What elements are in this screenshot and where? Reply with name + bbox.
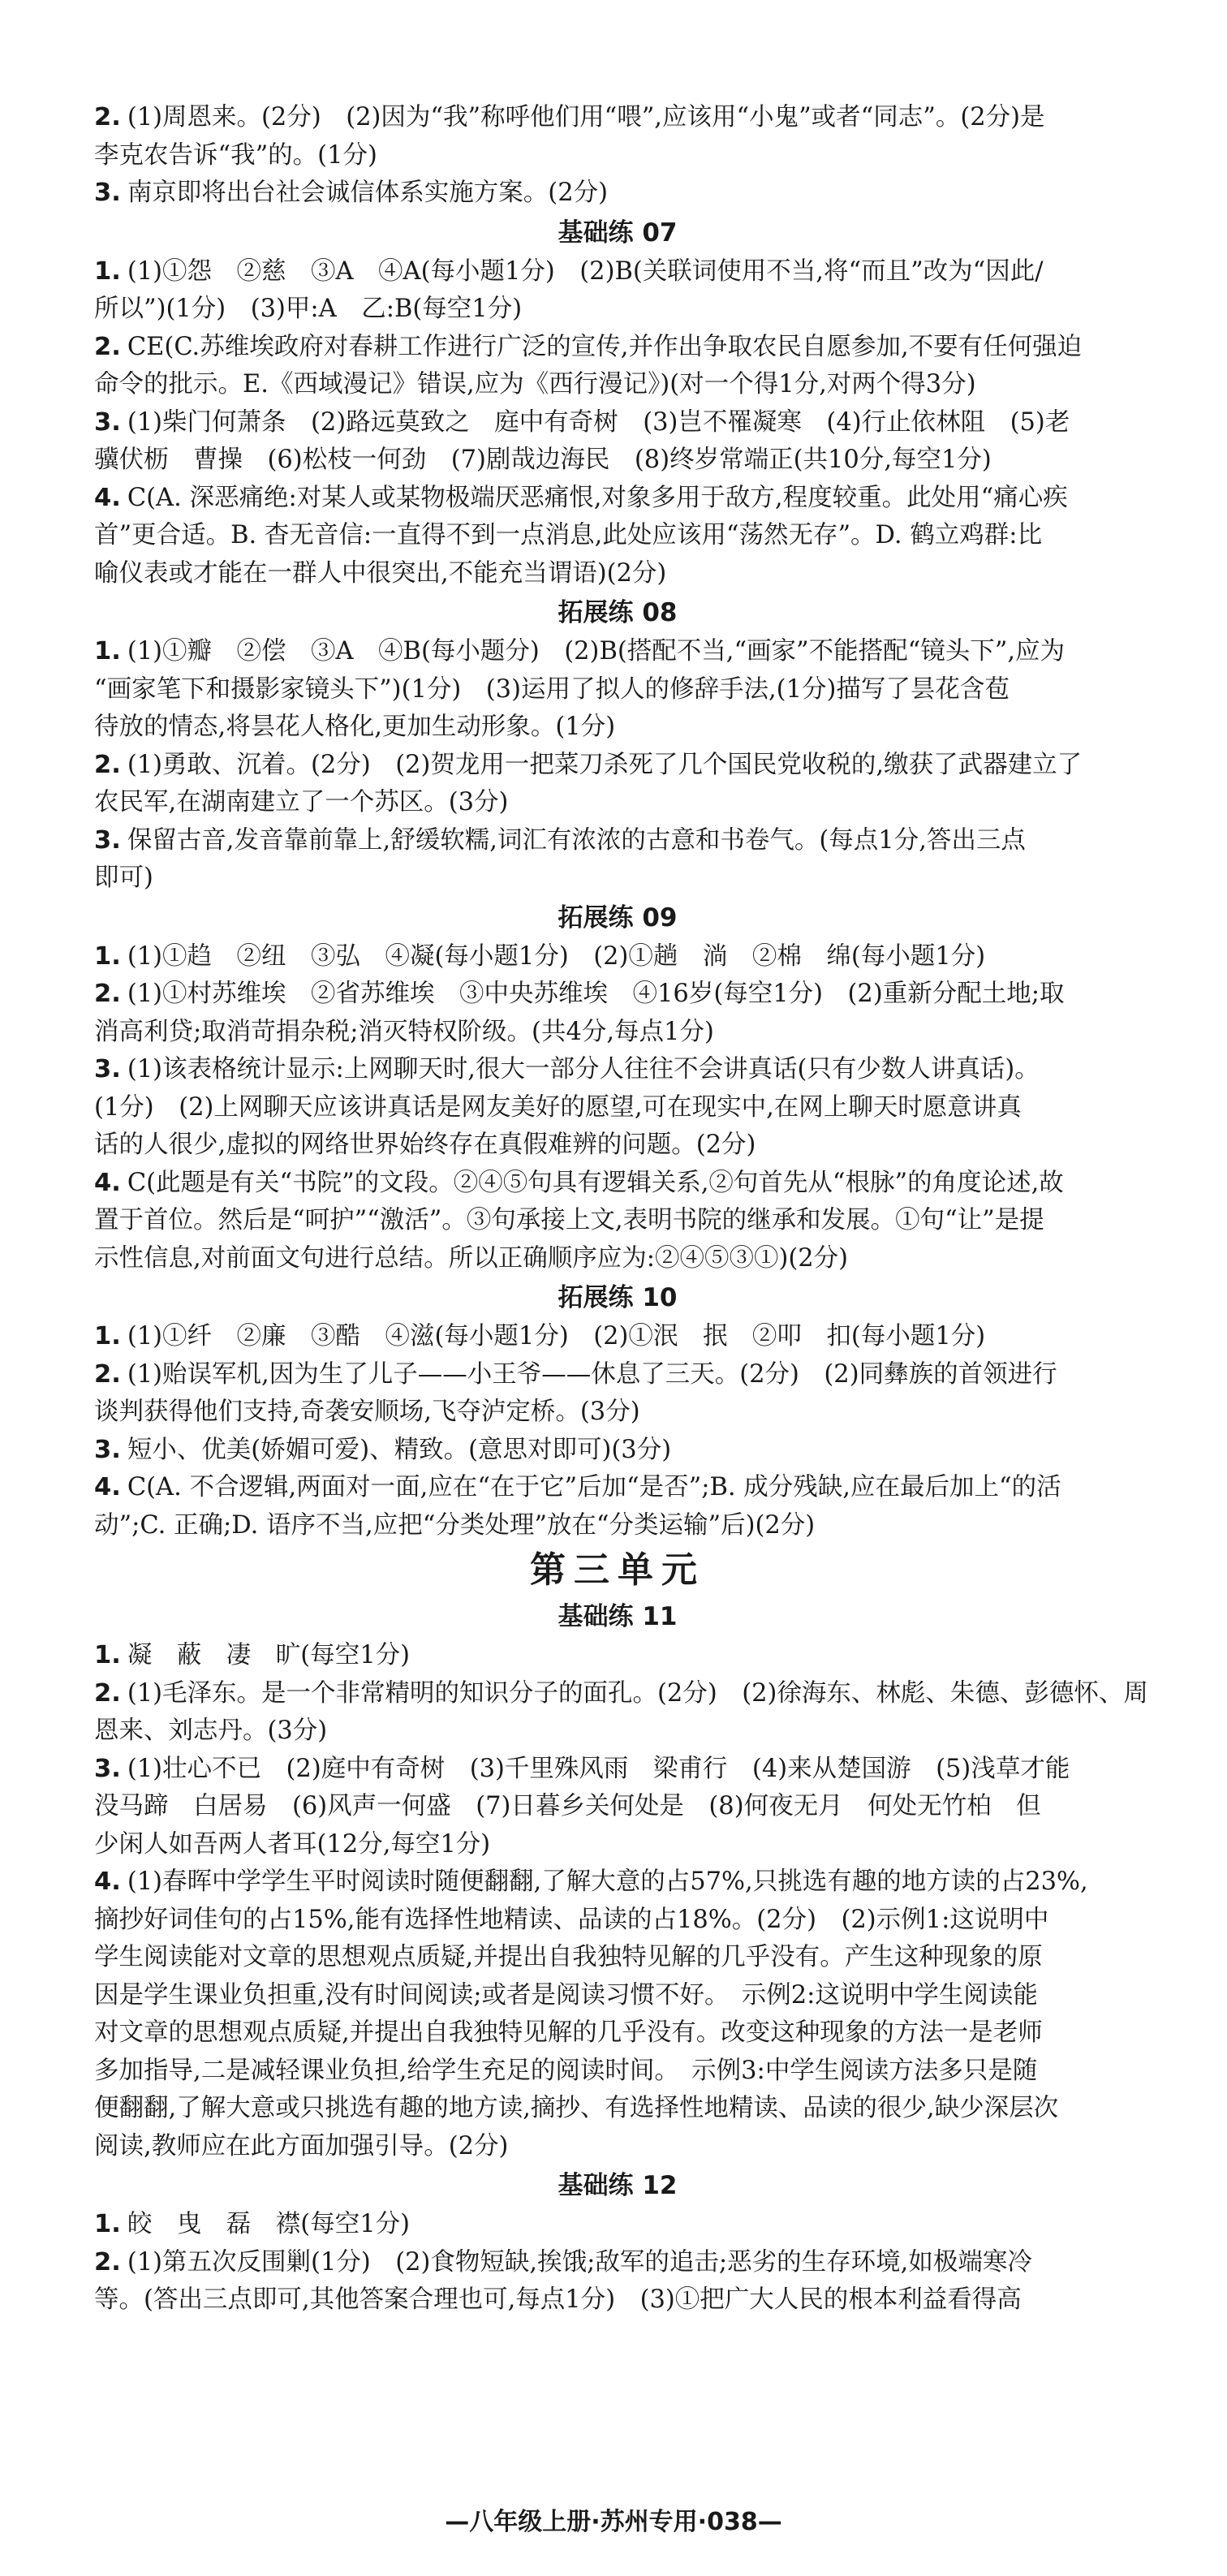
line-text: 对文章的思想观点质疑,并提出自我独特见解的几乎没有。改变这种现象的方法一是老师 (94, 2018, 1043, 2047)
item-number: 2. (94, 103, 121, 131)
answer-line (94, 1014, 1141, 1052)
answer-line (94, 2090, 1141, 2128)
answer-item (94, 2244, 1141, 2320)
line-text: (1)贻误军机,因为生了儿子——小王爷——休息了三天。(2分) (2)同彝族的首领进行 (127, 1359, 1057, 1389)
answer-line (94, 1432, 1141, 1470)
answer-line (94, 671, 1141, 709)
line-text: 凝 蔽 凄 旷(每空1分) (127, 1641, 411, 1669)
answer-line (94, 1675, 1148, 1713)
answer-item (94, 404, 1141, 480)
answer-line (94, 1902, 1141, 1940)
item-number: 1. (94, 1641, 121, 1669)
line-text: 少闲人如吾两人者耳(12分,每空1分) (94, 1829, 491, 1859)
answer-line (94, 99, 1141, 137)
item-number: 1. (94, 2210, 121, 2238)
answer-line (94, 1165, 1141, 1203)
line-text: C(A. 不合逻辑,两面对一面,应在“在于它”后加“是否”;B. 成分残缺,应在最后加上“的活 (127, 1473, 1061, 1501)
line-text: (1)壮心不已 (2)庭中有奇树 (3)千里殊风雨 梁甫行 (4)来从楚国游 (5)浅草才能 (127, 1754, 1070, 1783)
item-number: 4. (94, 1473, 121, 1501)
line-text: 置于首位。然后是“呵护”“激活”。③句承接上文,表明书院的继承和发展。①句“让”是提 (94, 1206, 1044, 1234)
line-text: 多加指导,二是减轻课业负担,给学生充足的阅读时间。 示例3:中学生阅读方法多只是随 (94, 2056, 1038, 2085)
answer-line (94, 442, 1141, 480)
line-text: 骥伏枥 曹操 (6)松枝一何劲 (7)剧哉边海民 (8)终岁常端正(共10分,每空1分) (94, 446, 992, 474)
answer-line (94, 1202, 1141, 1240)
line-text: 谈判获得他们支持,奇袭安顺场,飞夺泸定桥。(3分) (94, 1398, 640, 1426)
answer-line (94, 1394, 1141, 1432)
answer-item (94, 938, 1141, 976)
unit-title: 第三单元 (530, 1549, 705, 1591)
answer-key-page (94, 99, 1148, 2320)
answer-item (94, 822, 1141, 898)
line-text: 首”更合适。B. 杳无音信:一直得不到一点消息,此处应该用“荡然无存”。D. 鹤立鸡群:比 (94, 521, 1043, 549)
line-text: (1)①趋 ②纽 ③弘 ④凝(每小题1分) (2)①趟 淌 ②棉 绵(每小题1分) (127, 941, 986, 971)
section-heading: 基础练 12 (558, 2171, 678, 2200)
line-text: (1)勇敢、沉着。(2分) (2)贺龙用一把菜刀杀死了几个国民党收税的,缴获了武器建立了 (127, 750, 1083, 779)
answer-line (94, 555, 1141, 593)
answer-line (94, 2206, 1141, 2244)
answer-item (94, 747, 1141, 822)
answer-item (94, 1751, 1141, 1864)
answer-line (94, 859, 1141, 898)
answer-item (94, 2206, 1141, 2244)
answer-item (94, 1432, 1141, 1470)
answer-line (94, 1712, 1141, 1751)
line-text: 话的人很少,虚拟的网络世界始终存在真假难辨的问题。(2分) (94, 1131, 756, 1159)
item-number: 1. (94, 1322, 121, 1350)
answer-line (94, 253, 1141, 291)
item-number: 3. (94, 1435, 121, 1464)
line-text: 南京即将出台社会诚信体系实施方案。(2分) (127, 179, 609, 207)
line-text: (1)①纤 ②廉 ③酷 ④滋(每小题1分) (2)①泯 抿 ②叩 扣(每小题1分) (127, 1322, 986, 1350)
answer-line (94, 747, 1141, 785)
answer-item (94, 174, 1141, 213)
answer-line (94, 709, 1141, 747)
answer-line (94, 938, 1141, 976)
answer-item (94, 1318, 1141, 1356)
line-text: 示性信息,对前面文句进行总结。所以正确顺序应为:②④⑤③①)(2分) (94, 1243, 849, 1273)
line-text: 皎 曳 磊 襟(每空1分) (127, 2210, 411, 2238)
answer-line (94, 1051, 1141, 1089)
item-number: 4. (94, 1168, 121, 1197)
answer-item (94, 329, 1141, 404)
answer-line (94, 2053, 1141, 2091)
item-number: 2. (94, 2247, 121, 2277)
answer-item (94, 480, 1141, 593)
item-number: 2. (94, 750, 121, 779)
answer-item (94, 1863, 1141, 2165)
line-text: 喻仪表或才能在一群人中很突出,不能充当谓语)(2分) (94, 558, 667, 588)
line-text: 李克农告诉“我”的。(1分) (94, 140, 377, 170)
answer-item (94, 1356, 1141, 1432)
answer-item (94, 1675, 1148, 1751)
line-text: 待放的情态,将昙花人格化,更加生动形象。(1分) (94, 713, 616, 741)
answer-item (94, 99, 1141, 174)
line-text: (1)毛泽东。是一个非常精明的知识分子的面孔。(2分) (2)徐海东、林彪、朱德、彭德怀、周 (127, 1678, 1148, 1708)
answer-line (94, 633, 1141, 671)
page-footer: —八年级上册·苏州专用·038— (445, 2508, 782, 2536)
line-text: 即可) (94, 864, 153, 892)
line-text: 短小、优美(娇媚可爱)、精致。(意思对即可)(3分) (127, 1435, 672, 1464)
item-number: 2. (94, 332, 121, 361)
line-text: “画家笔下和摄影家镜头下”)(1分) (3)运用了拟人的修辞手法,(1分)描写了昙花含苞 (94, 674, 1010, 704)
line-text: (1)柴门何萧条 (2)路远莫致之 庭中有奇树 (3)岂不罹凝寒 (4)行止依林阻 (5)老 (127, 407, 1070, 437)
answer-line (94, 329, 1141, 367)
line-text: 便翻翻,了解大意或只挑选有趣的地方读,摘抄、有选择性地精读、品读的很少,缺少深层次 (94, 2094, 1059, 2122)
answer-line (94, 1318, 1141, 1356)
line-text: (1分) (2)上网聊天应该讲真话是网友美好的愿望,可在现实中,在网上聊天时愿意讲真 (94, 1092, 1022, 1122)
answer-item (94, 633, 1141, 747)
answer-line (94, 1356, 1141, 1394)
item-number: 1. (94, 941, 121, 971)
line-text: 阅读,教师应在此方面加强引导。(2分) (94, 2131, 509, 2160)
line-text: (1)周恩来。(2分) (2)因为“我”称呼他们用“喂”,应该用“小鬼”或者“同志”。(2分)是 (127, 103, 1045, 131)
line-text: 保留古音,发音靠前靠上,舒缓软糯,词汇有浓浓的古意和书卷气。(每点1分,答出三点 (127, 825, 1026, 855)
answer-line (94, 1751, 1141, 1789)
line-text: 等。(答出三点即可,其他答案合理也可,每点1分) (3)①把广大人民的根本利益看得高 (94, 2285, 1022, 2314)
answer-line (94, 2128, 1141, 2166)
line-text: C(此题是有关“书院”的文段。②④⑤句具有逻辑关系,②句首先从“根脉”的角度论述,故 (127, 1168, 1064, 1197)
line-text: 所以”)(1分) (3)甲:A 乙:B(每空1分) (94, 295, 523, 323)
section-heading: 拓展练 08 (558, 598, 678, 627)
item-number: 2. (94, 980, 121, 1008)
line-text: (1)该表格统计显示:上网聊天时,很大一部分人往往不会讲真话(只有少数人讲真话)。 (127, 1055, 1040, 1083)
line-text: 没马蹄 白居易 (6)风声一何盛 (7)日暮乡关何处是 (8)何夜无月 何处无竹柏 但 (94, 1792, 1041, 1820)
section-heading: 拓展练 09 (558, 902, 678, 933)
answer-line (94, 1939, 1141, 1977)
answer-line (94, 1469, 1141, 1507)
line-text: 动”;C. 正确;D. 语序不当,应把“分类处理”放在“分类运输”后)(2分) (94, 1510, 816, 1540)
answer-item (94, 976, 1141, 1051)
answer-line (94, 1507, 1141, 1545)
item-number: 3. (94, 1055, 121, 1083)
line-text: 摘抄好词佳句的占15%,能有选择性地精读、品读的占18%。(2分) (2)示例1:这说明中 (94, 1905, 1049, 1934)
item-number: 1. (94, 637, 121, 666)
answer-line (94, 404, 1141, 442)
line-text: 命令的批示。E.《西域漫记》错误,应为《西行漫记》)(对一个得1分,对两个得3分) (94, 370, 976, 398)
item-number: 2. (94, 1678, 121, 1708)
line-text: 恩来、刘志丹。(3分) (94, 1717, 328, 1745)
answer-line (94, 1637, 1141, 1675)
item-number: 2. (94, 1359, 121, 1389)
answer-line (94, 822, 1141, 860)
answer-item (94, 1165, 1141, 1278)
item-number: 3. (94, 1754, 121, 1783)
answer-line (94, 366, 1141, 404)
answer-item (94, 1469, 1141, 1544)
line-text: 农民军,在湖南建立了一个苏区。(3分) (94, 788, 509, 816)
line-text: (1)春晖中学学生平时阅读时随便翻翻,了解大意的占57%,只挑选有趣的地方读的占23%, (127, 1867, 1088, 1896)
section-heading: 基础练 11 (558, 1602, 678, 1631)
line-text: CE(C.苏维埃政府对春耕工作进行广泛的宣传,并作出争取农民自愿参加,不要有任何强迫 (127, 332, 1083, 361)
answer-line (94, 1826, 1141, 1864)
line-text: (1)①村苏维埃 ②省苏维埃 ③中央苏维埃 ④16岁(每空1分) (2)重新分配土地;取 (127, 980, 1065, 1008)
answer-line (94, 784, 1141, 822)
item-number: 3. (94, 825, 121, 855)
answer-item (94, 1051, 1141, 1165)
item-number: 3. (94, 407, 121, 437)
answer-line (94, 517, 1141, 555)
answer-line (94, 174, 1141, 213)
answer-line (94, 291, 1141, 329)
item-number: 1. (94, 256, 121, 286)
answer-line (94, 2281, 1141, 2320)
answer-line (94, 480, 1141, 518)
answer-line (94, 1863, 1141, 1902)
line-text: (1)①瓣 ②偿 ③A ④B(每小题分) (2)B(搭配不当,“画家”不能搭配“镜头下”,应为 (127, 637, 1066, 666)
answer-item (94, 253, 1141, 329)
line-text: C(A. 深恶痛绝:对某人或某物极端厌恶痛恨,对象多用于敌方,程度较重。此处用“痛心疾 (127, 483, 1068, 512)
answer-line (94, 2014, 1141, 2053)
line-text: (1)第五次反围剿(1分) (2)食物短缺,挨饿;敌军的追击;恶劣的生存环境,如极端寒冷 (127, 2247, 1032, 2277)
answer-line (94, 1977, 1141, 2015)
answer-line (94, 137, 1141, 175)
answer-line (94, 1089, 1141, 1127)
answer-line (94, 1788, 1141, 1826)
line-text: 消高利贷;取消苛捐杂税;消灭特权阶级。(共4分,每点1分) (94, 1017, 714, 1046)
answer-item (94, 1637, 1141, 1675)
item-number: 3. (94, 179, 121, 207)
answer-line (94, 1240, 1141, 1278)
line-text: 学生阅读能对文章的思想观点质疑,并提出自我独特见解的几乎没有。产生这种现象的原 (94, 1943, 1043, 1971)
item-number: 4. (94, 483, 121, 512)
section-heading: 基础练 07 (558, 218, 678, 248)
answer-line (94, 1126, 1141, 1165)
line-text: 因是学生课业负担重,没有时间阅读;或者是阅读习惯不好。 示例2:这说明中学生阅读能 (94, 1980, 1038, 2010)
line-text: (1)①怨 ②慈 ③A ④A(每小题1分) (2)B(关联词使用不当,将“而且”改为“因此/ (127, 256, 1044, 286)
answer-line (94, 976, 1141, 1014)
section-heading: 拓展练 10 (558, 1283, 678, 1312)
answer-line (94, 2244, 1141, 2282)
item-number: 4. (94, 1867, 121, 1896)
